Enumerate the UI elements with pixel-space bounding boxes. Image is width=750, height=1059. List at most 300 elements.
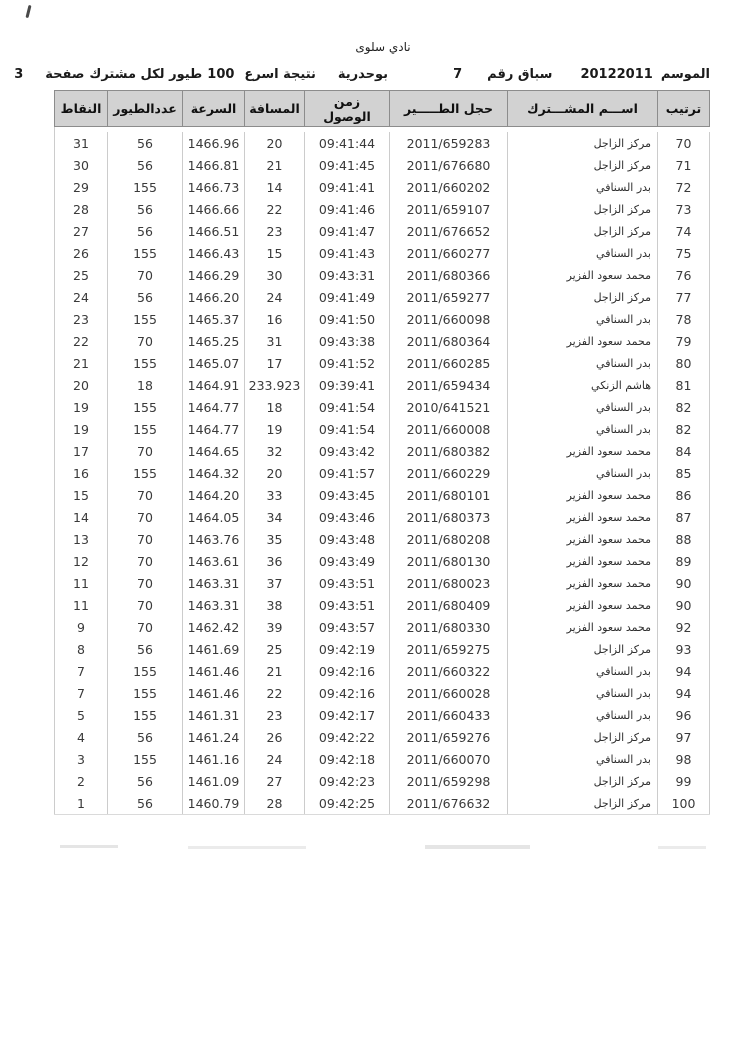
cell-birds: 155: [108, 682, 183, 704]
cell-birds: 56: [108, 132, 183, 154]
cell-ring: 2011/680409: [390, 594, 508, 616]
document-meta-line: [14, 67, 710, 82]
cell-birds: 155: [108, 462, 183, 484]
cell-birds: 70: [108, 484, 183, 506]
cell-points: 25: [55, 264, 108, 286]
cell-birds: 70: [108, 330, 183, 352]
column-header-distance: المسافة: [245, 91, 305, 127]
cell-birds: 56: [108, 286, 183, 308]
table-row: [55, 330, 710, 352]
cell-name: بدر السنافي: [508, 704, 658, 726]
cell-ring: 2011/660008: [390, 418, 508, 440]
cell-distance: 24: [245, 286, 305, 308]
cell-rank: 89: [658, 550, 710, 572]
cell-points: 7: [55, 682, 108, 704]
cell-speed: 1464.32: [183, 462, 245, 484]
cell-ring: 2011/680130: [390, 550, 508, 572]
cell-distance: 34: [245, 506, 305, 528]
cell-birds: 155: [108, 308, 183, 330]
cell-name: مركز الزاجل: [508, 132, 658, 154]
cell-ring: 2011/660322: [390, 660, 508, 682]
table-row: [55, 682, 710, 704]
cell-rank: 94: [658, 660, 710, 682]
cell-ring: 2011/660229: [390, 462, 508, 484]
cell-ring: 2011/680330: [390, 616, 508, 638]
table-row: [55, 352, 710, 374]
cell-name: محمد سعود الفزير: [508, 484, 658, 506]
cell-rank: 77: [658, 286, 710, 308]
cell-speed: 1461.69: [183, 638, 245, 660]
cell-speed: 1466.29: [183, 264, 245, 286]
cell-name: مركز الزاجل: [508, 286, 658, 308]
cell-birds: 155: [108, 242, 183, 264]
cell-rank: 84: [658, 440, 710, 462]
cell-name: مركز الزاجل: [508, 792, 658, 815]
cell-name: محمد سعود الفزير: [508, 594, 658, 616]
cell-distance: 18: [245, 396, 305, 418]
column-header-points: النقاط: [55, 91, 108, 127]
cell-birds: 70: [108, 440, 183, 462]
cell-birds: 56: [108, 220, 183, 242]
cell-arrival: 09:41:41: [305, 176, 390, 198]
cell-rank: 99: [658, 770, 710, 792]
cell-points: 21: [55, 352, 108, 374]
cell-rank: 75: [658, 242, 710, 264]
cell-rank: 73: [658, 198, 710, 220]
cell-birds: 70: [108, 528, 183, 550]
cell-name: مركز الزاجل: [508, 154, 658, 176]
scan-artifact-smudge: [425, 845, 530, 849]
cell-points: 16: [55, 462, 108, 484]
cell-points: 2: [55, 770, 108, 792]
cell-ring: 2011/659277: [390, 286, 508, 308]
cell-distance: 37: [245, 572, 305, 594]
table-row: [55, 418, 710, 440]
column-header-ring: حجل الطـــــير: [390, 91, 508, 127]
cell-birds: 155: [108, 418, 183, 440]
cell-distance: 17: [245, 352, 305, 374]
cell-speed: 1461.24: [183, 726, 245, 748]
cell-name: مركز الزاجل: [508, 770, 658, 792]
cell-distance: 233.923: [245, 374, 305, 396]
cell-arrival: 09:42:23: [305, 770, 390, 792]
cell-distance: 26: [245, 726, 305, 748]
cell-points: 11: [55, 572, 108, 594]
cell-name: محمد سعود الفزير: [508, 550, 658, 572]
cell-arrival: 09:43:51: [305, 594, 390, 616]
result-count: 100: [207, 67, 235, 82]
cell-ring: 2011/660277: [390, 242, 508, 264]
cell-arrival: 09:42:19: [305, 638, 390, 660]
cell-name: مركز الزاجل: [508, 726, 658, 748]
cell-ring: 2011/680208: [390, 528, 508, 550]
cell-distance: 23: [245, 220, 305, 242]
cell-points: 1: [55, 792, 108, 815]
cell-name: بدر السنافي: [508, 242, 658, 264]
cell-arrival: 09:43:45: [305, 484, 390, 506]
cell-rank: 78: [658, 308, 710, 330]
cell-arrival: 09:42:16: [305, 682, 390, 704]
cell-birds: 18: [108, 374, 183, 396]
table-row: [55, 176, 710, 198]
cell-rank: 94: [658, 682, 710, 704]
cell-distance: 35: [245, 528, 305, 550]
table-row: [55, 572, 710, 594]
cell-speed: 1464.05: [183, 506, 245, 528]
cell-arrival: 09:43:31: [305, 264, 390, 286]
cell-rank: 82: [658, 418, 710, 440]
cell-speed: 1461.16: [183, 748, 245, 770]
race-number-label: سباق رقم: [487, 67, 553, 82]
cell-arrival: 09:41:46: [305, 198, 390, 220]
cell-arrival: 09:41:54: [305, 418, 390, 440]
scan-artifact-smudge: [60, 845, 118, 848]
cell-distance: 33: [245, 484, 305, 506]
cell-speed: 1466.43: [183, 242, 245, 264]
cell-rank: 72: [658, 176, 710, 198]
cell-arrival: 09:43:42: [305, 440, 390, 462]
cell-name: محمد سعود الفزير: [508, 616, 658, 638]
cell-birds: 56: [108, 726, 183, 748]
cell-points: 5: [55, 704, 108, 726]
result-label: نتيجة اسرع: [244, 67, 316, 82]
cell-rank: 93: [658, 638, 710, 660]
cell-points: 31: [55, 132, 108, 154]
result-suffix: طيور لكل مشترك: [89, 67, 203, 82]
cell-ring: 2011/660285: [390, 352, 508, 374]
cell-name: بدر السنافي: [508, 748, 658, 770]
table-row: [55, 726, 710, 748]
cell-distance: 21: [245, 154, 305, 176]
cell-rank: 97: [658, 726, 710, 748]
table-row: [55, 396, 710, 418]
table-row: [55, 462, 710, 484]
cell-points: 28: [55, 198, 108, 220]
table-row: [55, 506, 710, 528]
cell-ring: 2011/659276: [390, 726, 508, 748]
cell-ring: 2011/660098: [390, 308, 508, 330]
cell-ring: 2011/680101: [390, 484, 508, 506]
table-header-row: [55, 91, 710, 127]
cell-name: بدر السنافي: [508, 418, 658, 440]
column-header-rank: ترتيب: [658, 91, 710, 127]
cell-name: بدر السنافي: [508, 462, 658, 484]
cell-speed: 1463.61: [183, 550, 245, 572]
cell-name: بدر السنافي: [508, 682, 658, 704]
cell-speed: 1463.31: [183, 594, 245, 616]
cell-ring: 2011/680364: [390, 330, 508, 352]
cell-rank: 82: [658, 396, 710, 418]
cell-arrival: 09:43:49: [305, 550, 390, 572]
cell-name: بدر السنافي: [508, 396, 658, 418]
cell-speed: 1463.31: [183, 572, 245, 594]
cell-speed: 1466.51: [183, 220, 245, 242]
cell-speed: 1464.77: [183, 396, 245, 418]
cell-arrival: 09:42:25: [305, 792, 390, 815]
cell-speed: 1464.77: [183, 418, 245, 440]
cell-name: بدر السنافي: [508, 176, 658, 198]
season-label: الموسم: [660, 67, 710, 82]
table-row: [55, 792, 710, 815]
cell-ring: 2011/680373: [390, 506, 508, 528]
table-row: [55, 660, 710, 682]
table-row: [55, 154, 710, 176]
cell-distance: 20: [245, 132, 305, 154]
scan-artifact-smudge: [188, 846, 306, 849]
cell-birds: 70: [108, 264, 183, 286]
cell-speed: 1466.96: [183, 132, 245, 154]
cell-rank: 92: [658, 616, 710, 638]
cell-speed: 1464.65: [183, 440, 245, 462]
cell-name: محمد سعود الفزير: [508, 440, 658, 462]
cell-speed: 1466.66: [183, 198, 245, 220]
cell-speed: 1461.46: [183, 682, 245, 704]
column-header-birds: عددالطيور: [108, 91, 183, 127]
cell-points: 12: [55, 550, 108, 572]
cell-distance: 27: [245, 770, 305, 792]
cell-birds: 70: [108, 550, 183, 572]
cell-distance: 36: [245, 550, 305, 572]
table-row: [55, 616, 710, 638]
cell-ring: 2011/659434: [390, 374, 508, 396]
table-row: [55, 220, 710, 242]
cell-arrival: 09:42:18: [305, 748, 390, 770]
season-value: 20122011: [580, 67, 653, 82]
table-row: [55, 198, 710, 220]
cell-rank: 71: [658, 154, 710, 176]
cell-ring: 2011/660202: [390, 176, 508, 198]
cell-speed: 1463.76: [183, 528, 245, 550]
club-title: نادي سلوى: [355, 40, 411, 54]
cell-arrival: 09:41:47: [305, 220, 390, 242]
cell-points: 4: [55, 726, 108, 748]
cell-arrival: 09:43:57: [305, 616, 390, 638]
cell-ring: 2011/660028: [390, 682, 508, 704]
cell-points: 29: [55, 176, 108, 198]
cell-rank: 90: [658, 594, 710, 616]
cell-distance: 32: [245, 440, 305, 462]
cell-arrival: 09:42:22: [305, 726, 390, 748]
cell-points: 19: [55, 396, 108, 418]
cell-distance: 21: [245, 660, 305, 682]
cell-birds: 155: [108, 748, 183, 770]
cell-birds: 56: [108, 638, 183, 660]
cell-distance: 39: [245, 616, 305, 638]
cell-rank: 86: [658, 484, 710, 506]
cell-rank: 79: [658, 330, 710, 352]
cell-rank: 70: [658, 132, 710, 154]
cell-rank: 90: [658, 572, 710, 594]
cell-name: مركز الزاجل: [508, 638, 658, 660]
cell-name: مركز الزاجل: [508, 198, 658, 220]
table-row: [55, 748, 710, 770]
cell-distance: 28: [245, 792, 305, 815]
cell-ring: 2011/659298: [390, 770, 508, 792]
cell-speed: 1466.81: [183, 154, 245, 176]
cell-arrival: 09:43:46: [305, 506, 390, 528]
cell-name: هاشم الزنكي: [508, 374, 658, 396]
table-row: [55, 374, 710, 396]
cell-points: 14: [55, 506, 108, 528]
cell-ring: 2011/676652: [390, 220, 508, 242]
cell-points: 7: [55, 660, 108, 682]
table-row: [55, 594, 710, 616]
table-row: [55, 550, 710, 572]
cell-points: 8: [55, 638, 108, 660]
cell-name: بدر السنافي: [508, 352, 658, 374]
cell-distance: 19: [245, 418, 305, 440]
cell-arrival: 09:43:38: [305, 330, 390, 352]
cell-birds: 70: [108, 572, 183, 594]
cell-speed: 1464.91: [183, 374, 245, 396]
table-row: [55, 484, 710, 506]
cell-speed: 1466.20: [183, 286, 245, 308]
cell-ring: 2010/641521: [390, 396, 508, 418]
cell-points: 3: [55, 748, 108, 770]
table-row: [55, 638, 710, 660]
cell-distance: 30: [245, 264, 305, 286]
cell-rank: 96: [658, 704, 710, 726]
cell-speed: 1461.31: [183, 704, 245, 726]
race-location: بوحدرية: [337, 67, 389, 82]
cell-distance: 14: [245, 176, 305, 198]
cell-ring: 2011/660070: [390, 748, 508, 770]
cell-points: 11: [55, 594, 108, 616]
cell-arrival: 09:41:54: [305, 396, 390, 418]
cell-name: محمد سعود الفزير: [508, 330, 658, 352]
cell-distance: 15: [245, 242, 305, 264]
cell-points: 27: [55, 220, 108, 242]
table-row: [55, 770, 710, 792]
cell-ring: 2011/676680: [390, 154, 508, 176]
table-row: [55, 308, 710, 330]
cell-rank: 87: [658, 506, 710, 528]
results-table: [54, 90, 710, 815]
cell-arrival: 09:42:16: [305, 660, 390, 682]
cell-birds: 56: [108, 154, 183, 176]
cell-birds: 70: [108, 506, 183, 528]
table-row: [55, 132, 710, 154]
cell-speed: 1465.25: [183, 330, 245, 352]
cell-points: 17: [55, 440, 108, 462]
cell-rank: 88: [658, 528, 710, 550]
cell-distance: 25: [245, 638, 305, 660]
cell-name: محمد سعود الفزير: [508, 506, 658, 528]
cell-distance: 22: [245, 198, 305, 220]
cell-points: 26: [55, 242, 108, 264]
cell-points: 23: [55, 308, 108, 330]
cell-ring: 2011/660433: [390, 704, 508, 726]
cell-distance: 31: [245, 330, 305, 352]
cell-speed: 1461.09: [183, 770, 245, 792]
cell-birds: 56: [108, 770, 183, 792]
page-number: 3: [14, 67, 24, 82]
cell-name: محمد سعود الفزير: [508, 528, 658, 550]
cell-speed: 1465.37: [183, 308, 245, 330]
cell-speed: 1465.07: [183, 352, 245, 374]
cell-ring: 2011/676632: [390, 792, 508, 815]
race-number-value: 7: [453, 67, 463, 82]
cell-distance: 23: [245, 704, 305, 726]
cell-rank: 74: [658, 220, 710, 242]
cell-points: 22: [55, 330, 108, 352]
cell-ring: 2011/659275: [390, 638, 508, 660]
table-row: [55, 286, 710, 308]
cell-birds: 155: [108, 352, 183, 374]
cell-distance: 20: [245, 462, 305, 484]
cell-name: محمد سعود الفزير: [508, 572, 658, 594]
table-row: [55, 528, 710, 550]
cell-arrival: 09:43:48: [305, 528, 390, 550]
cell-ring: 2011/680023: [390, 572, 508, 594]
cell-arrival: 09:41:45: [305, 154, 390, 176]
cell-birds: 70: [108, 616, 183, 638]
cell-speed: 1460.79: [183, 792, 245, 815]
cell-birds: 70: [108, 594, 183, 616]
cell-rank: 80: [658, 352, 710, 374]
cell-birds: 155: [108, 660, 183, 682]
cell-points: 9: [55, 616, 108, 638]
page-label: صفحة: [45, 67, 85, 82]
cell-arrival: 09:39:41: [305, 374, 390, 396]
cell-points: 15: [55, 484, 108, 506]
cell-distance: 38: [245, 594, 305, 616]
column-header-speed: السرعة: [183, 91, 245, 127]
cell-arrival: 09:41:50: [305, 308, 390, 330]
cell-rank: 100: [658, 792, 710, 815]
results-table-body: [55, 127, 710, 815]
cell-points: 30: [55, 154, 108, 176]
cell-birds: 56: [108, 198, 183, 220]
cell-arrival: 09:41:44: [305, 132, 390, 154]
table-row: [55, 440, 710, 462]
cell-arrival: 09:42:17: [305, 704, 390, 726]
cell-rank: 85: [658, 462, 710, 484]
column-header-arrival: زمن الوصول: [305, 91, 390, 127]
cell-ring: 2011/659283: [390, 132, 508, 154]
cell-points: 19: [55, 418, 108, 440]
cell-birds: 56: [108, 792, 183, 815]
cell-name: بدر السنافي: [508, 308, 658, 330]
cell-points: 13: [55, 528, 108, 550]
cell-arrival: 09:41:52: [305, 352, 390, 374]
cell-distance: 22: [245, 682, 305, 704]
cell-birds: 155: [108, 396, 183, 418]
cell-points: 20: [55, 374, 108, 396]
cell-arrival: 09:41:49: [305, 286, 390, 308]
cell-ring: 2011/680382: [390, 440, 508, 462]
cell-speed: 1466.73: [183, 176, 245, 198]
table-row: [55, 242, 710, 264]
cell-arrival: 09:41:57: [305, 462, 390, 484]
cell-birds: 155: [108, 704, 183, 726]
cell-birds: 155: [108, 176, 183, 198]
cell-name: بدر السنافي: [508, 660, 658, 682]
cell-name: محمد سعود الفزير: [508, 264, 658, 286]
cell-distance: 16: [245, 308, 305, 330]
cell-arrival: 09:41:43: [305, 242, 390, 264]
cell-speed: 1462.42: [183, 616, 245, 638]
table-row: [55, 704, 710, 726]
cell-ring: 2011/680366: [390, 264, 508, 286]
cell-rank: 81: [658, 374, 710, 396]
cell-arrival: 09:43:51: [305, 572, 390, 594]
scan-artifact-smudge: [658, 846, 706, 849]
cell-ring: 2011/659107: [390, 198, 508, 220]
cell-distance: 24: [245, 748, 305, 770]
table-row: [55, 264, 710, 286]
cell-rank: 98: [658, 748, 710, 770]
